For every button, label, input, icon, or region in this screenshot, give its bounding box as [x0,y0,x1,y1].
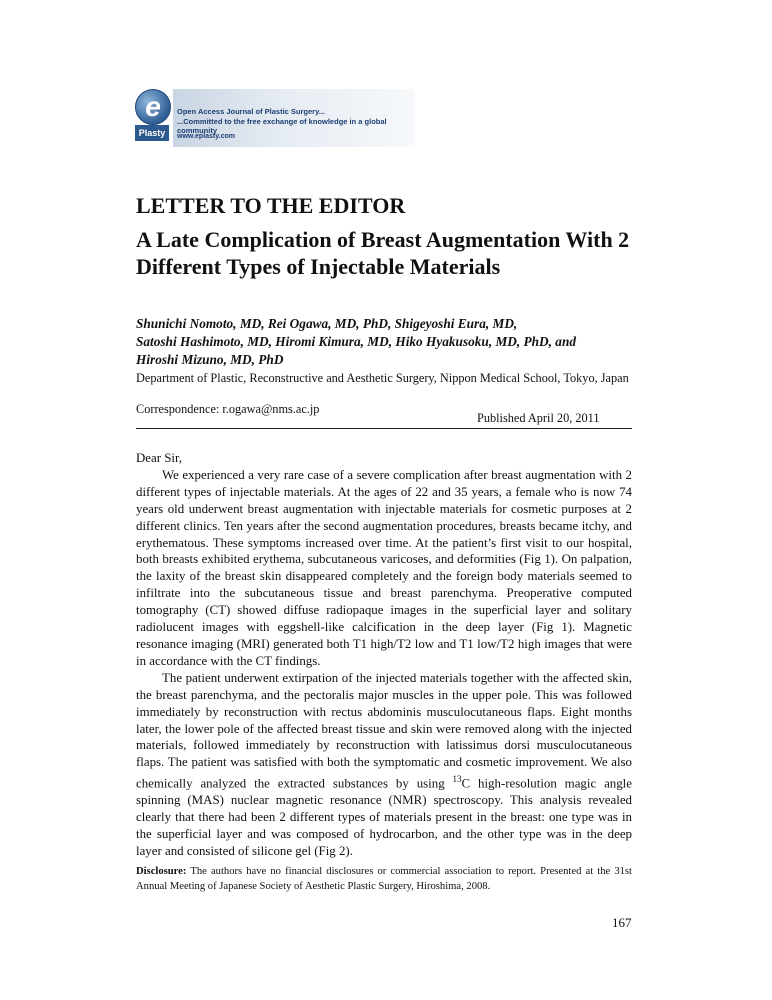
header-divider [136,428,632,429]
logo-tagline-2: ...Committed to the free exchange of knowledge in a global community [177,117,387,135]
logo-e-icon: e [135,89,171,125]
logo-plasty-label: Plasty [135,125,169,141]
letter-body [136,450,632,860]
logo-banner [173,89,415,147]
journal-logo [135,89,415,149]
authors-line-2: Satoshi Hashimoto, MD, Hiromi Kimura, MD, Hiko Hyakusoku, MD, PhD, and [136,334,576,349]
logo-tagline-1: Open Access Journal of Plastic Surgery... [177,107,325,116]
paragraph-2 [136,670,632,860]
page-number: 167 [612,915,632,930]
disclosure-text: The authors have no financial disclosures or commercial association to report. Presented at the 31st Annual Meeting of Japanese Society of Aesthetic Plastic Surgery, Hiroshima, 2008. [136,866,632,892]
paragraph-2-text-a: The patient underwent extirpation of the injected materials together with the affected skin, the breast parenchyma, and the pectoralis major muscles in the upper pole. This was followed immediately by reconstruction with rectus abdominis musculocutaneous flaps. Eight months later, the lower pole of the affected breast tissue and skin were removed along with the injected materials, followed immediately by reconstruction with latissimus dorsi musculocutaneous flaps. The patient was satisfied with both the symptomatic and cosmetic improvement. We also chemically analyzed the extracted substances by using [136,670,632,791]
eplasty-logo-mark [135,89,171,147]
isotope-superscript: 13 [452,774,462,785]
paragraph-2-text-b: C high-resolution magic angle spinning (MAS) nuclear magnetic resonance (NMR) spectroscopy. This analysis revealed clearly that there had been 2 different types of materials present in the breast: one type was in the superficial layer and was composed of hydrocarbon, and the other type was in the deep layer and consisted of silicone gel (Fig 2). [136,776,632,859]
disclosure [136,864,632,894]
section-label: LETTER TO THE EDITOR [136,193,406,218]
authors-line-1: Shunichi Nomoto, MD, Rei Ogawa, MD, PhD, Shigeyoshi Eura, MD, [136,316,518,331]
paragraph-1: We experienced a very rare case of a severe complication after breast augmentation with 2 different types of injectable materials. At the ages of 22 and 35 years, a female who is now 74 years old underwent breast augmentation with injectable materials for cosmetic purposes at 2 different clinics. Ten years after the second augmentation procedures, breasts became itchy, and erythematous. These symptoms increased over time. At the patient’s first visit to our hospital, both breasts exhibited erythema, subcutaneous varicoses, and deformities (Fig 1). On palpation, the laxity of the breast skin disappeared completely and the foreign body materials seemed to infiltrate into the subcutaneous tissue and breast parenchyma. Preoperative computed tomography (CT) showed diffuse radiopaque images in the superficial layer and solitary radiolucent images with eggshell-like calcification in the deep layer (Fig 1). Magnetic resonance imaging (MRI) generated both T1 high/T2 low and T1 low/T2 high images that were in accordance with the CT findings. [136,467,632,668]
disclosure-label: Disclosure: [136,866,187,877]
salutation: Dear Sir, [136,451,183,465]
correspondence: Correspondence: r.ogawa@nms.ac.jp [136,402,320,416]
author-list [136,315,636,369]
article-title: A Late Complication of Breast Augmentation With 2 Different Types of Injectable Materials [136,227,630,279]
authors-line-3: Hiroshi Mizuno, MD, PhD [136,352,284,367]
logo-url: www.eplasty.com [177,133,235,140]
affiliation: Department of Plastic, Reconstructive and Aesthetic Surgery, Nippon Medical School, Tokyo, Japan [136,371,629,385]
published-date: Published April 20, 2011 [477,411,600,425]
